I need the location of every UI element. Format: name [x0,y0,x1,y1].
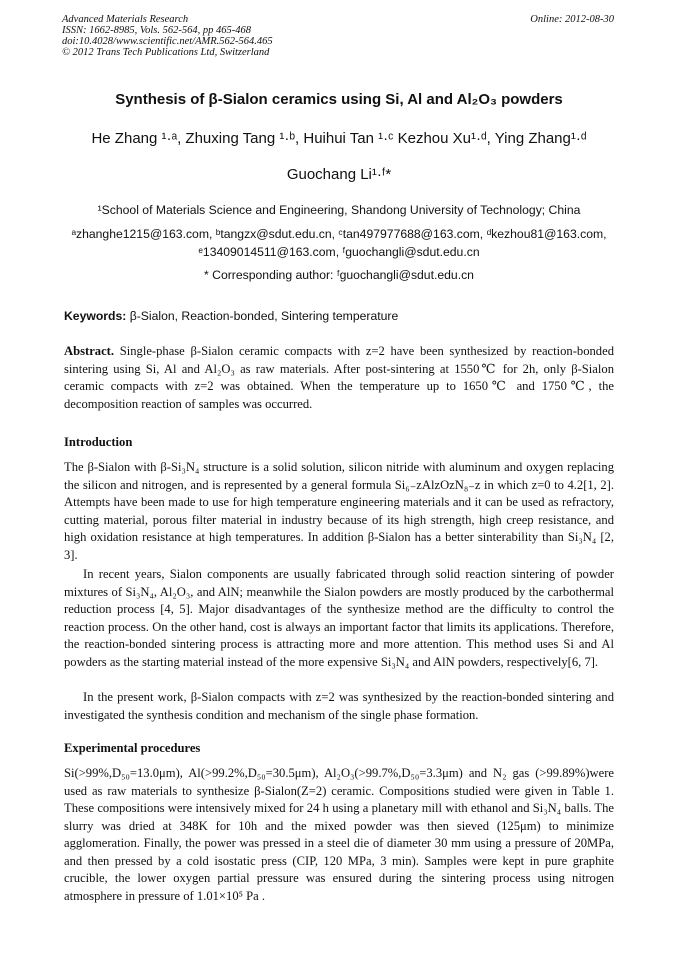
abstract [64,343,614,413]
introduction-paragraph-2: In recent years, Sialon components are usually fabricated through solid reaction sintering of powder mixtures of Si₃N₄, Al₂O₃, and AlN; meanwhile the Sialon powders are mostly produced by the carbothermal reduction process [4, 5]. Major disadvantages of the synthesize method are the difficulty to control the reaction process. On the other hand, cost is always an important factor that limits its applications. Therefore, the reaction-bonded sintering process is attracting more and more attention. This method uses Si and Al powders as the starting material instead of the more expensive Si₃N₄ and AlN powders, respectively[6, 7]. [64,567,614,669]
journal-name: Advanced Materials Research [62,14,189,25]
experimental-paragraph-1: Si(>99%,D₅₀=13.0μm), Al(>99.2%,D₅₀=30.5μm), Al₂O₃(>99.7%,D₅₀=3.3μm) and N₂ gas (>99.89%)were used as raw materials to synthesize β-Sialon(Z=2) ceramic. Compositions studied were given in Table 1. These compositions were intensively mixed for 24 h using a planetary mill with ethanol and Si₃N₄ balls. The slurry was dried at 348K for 10h and the mixed powder was then sieved (125μm) to minimize agglomeration. Finally, the power was pressed in a steel die of diameter 30 mm using a pressure of 20MPa, and then pressed by a cold isostatic press (CIP, 120 MPa, 3 min). Samples were kept in pure graphite crucible, the lower oxygen partial pressure was ensured during the sintering process using nitrogen atmosphere in pressure of 1.01×10⁵ Pa . [64,766,614,903]
affiliation-emails-2: ᵉ13409014511@163.com, ᶠguochangli@sdut.edu.cn [198,245,480,259]
abstract-text: Single-phase β-Sialon ceramic compacts with z=2 have been synthesized by reaction-bonded sintering using Si, Al and Al₂O₃ as raw materials. After post-sintering at 1550℃ for 2h, only β-Sialon ceramic compacts with z=2 was obtained. When the temperature up to 1650℃ and 1750℃, the decomposition reaction of samples was occurred. [64,344,614,411]
authors-line-1: He Zhang ¹·ᵃ, Zhuxing Tang ¹·ᵇ, Huihui Tan ¹·ᶜ Kezhou Xu¹·ᵈ, Ying Zhang¹·ᵈ [91,130,587,147]
abstract-label: Abstract. [64,344,115,358]
doi-line: doi:10.4028/www.scientific.net/AMR.562-564.465 [62,36,273,47]
online-date: Online: 2012-08-30 [530,14,614,25]
corresponding-author: * Corresponding author: ᶠguochangli@sdut.edu.cn [204,268,474,282]
introduction-heading: Introduction [64,435,133,449]
keywords [64,309,398,323]
copyright-line: © 2012 Trans Tech Publications Ltd, Switzerland [62,47,270,58]
introduction-paragraph-1: The β-Sialon with β-Si₃N₄ structure is a solid solution, silicon nitride with aluminum and oxygen replacing the silicon and nitrogen, and is represented by a general formula Si₆₋zAlzOzN₈₋z in which z=0 to 4.2[1, 2]. Attempts have been made to use for high temperature engineering materials and it can be used as refractory, cutting material, porous filter material in industry because of its high strength, high creep resistance, and high oxidation resistance at high temperatures. In addition β-Sialon has a better sinterability than Si₃N₄ [2, 3]. [64,460,614,562]
affiliation-emails-1: ᵃzhanghe1215@163.com, ᵇtangzx@sdut.edu.cn, ᶜtan497977688@163.com, ᵈkezhou81@163.com, [71,227,607,241]
experimental-heading: Experimental procedures [64,741,201,755]
introduction-paragraph-3: In the present work, β-Sialon compacts with z=2 was synthesized by the reaction-bonded sintering and investigated the synthesis condition and mechanism of the single phase formation. [64,690,614,722]
paper-title: Synthesis of β-Sialon ceramics using Si, Al and Al₂O₃ powders [115,91,563,108]
keywords-text: β-Sialon, Reaction-bonded, Sintering temperature [129,309,399,323]
authors-line-2: Guochang Li¹·ᶠ* [286,166,392,183]
keywords-label: Keywords: [64,309,127,323]
issn-line: ISSN: 1662-8985, Vols. 562-564, pp 465-468 [62,25,251,36]
affiliation-school: ¹School of Materials Science and Engineering, Shandong University of Technology; China [97,203,581,217]
